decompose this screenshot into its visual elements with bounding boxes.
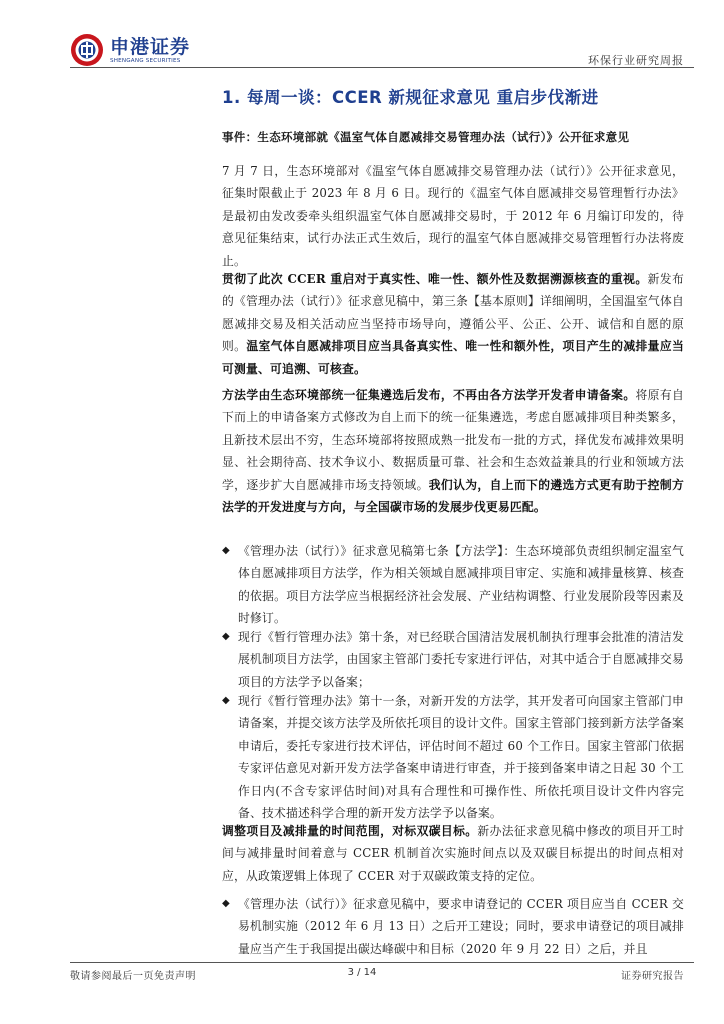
bullet-text: 现行《暂行管理办法》第十条，对已经联合国清洁发展机制执行理事会批准的清洁发展机制项目方法学，由国家主管部门委托专家进行评估，对其中适合于自愿减排交易项目的方法学予以备案；	[238, 630, 684, 689]
bullet-item	[222, 690, 684, 824]
paragraph-text: 7 月 7 日，生态环境部对《温室气体自愿减排交易管理办法（试行）》公开征求意见，征集时限截止于 2023 年 8 月 6 日。现行的《温室气体自愿减排交易管理暂行办法》是最初由发改委牵头组织温室气体自愿减排交易时，于 2012 年 6 月编订印发的，待意见征集结束，试行办法正式生效后，现行的温室气体自愿减排交易管理暂行办法将废止。	[222, 164, 684, 268]
paragraph-text: 新办法征求意见稿中修改的项目开工时间与减排量时间着意与 CCER 机制首次实施时间点以及双碳目标提出的时间点相对应，从政策逻辑上体现了 CCER 对于双碳政策支持的定位。	[222, 824, 684, 883]
page-number: 3 / 14	[347, 967, 377, 978]
paragraph-methodology	[222, 384, 684, 518]
bullet-text: 《管理办法（试行）》征求意见稿第七条【方法学】：生态环境部负责组织制定温室气体自愿减排项目方法学，作为相关领域自愿减排项目审定、实施和减排量核算、核查的依据。项目方法学应当根据经济社会发展、产业结构调整、行业发展阶段等因素及时修订。	[238, 544, 684, 626]
footer-disclaimer: 敬请参阅最后一页免责声明	[70, 971, 196, 982]
footer-divider	[70, 962, 694, 963]
diamond-bullet-icon: ◆	[222, 898, 230, 909]
diamond-bullet-icon: ◆	[222, 695, 230, 706]
paragraph-principles	[222, 268, 684, 380]
shengang-logo-icon	[70, 33, 104, 67]
paragraph-bold-tail: 我们认为，自上而下的遴选方式更有助于控制方法学的开发进度与方向，与全国碳市场的发展步伐更易匹配。	[222, 477, 685, 515]
paragraph-text: 将原有自下而上的申请备案方式修改为自上而下的统一征集遴选，考虑自愿减排项目种类繁多，且新技术层出不穷，生态环境部将按照成熟一批发布一批的方式，择优发布减排效果明显、社会期待高、技术争议小、数据质量可靠、社会和生态效益兼具的行业和领域方法学，逐步扩大自愿减排市场支持领域。	[222, 388, 684, 492]
report-type: 环保行业研究周报	[588, 54, 684, 67]
bullet-text: 现行《暂行管理办法》第十一条，对新开发的方法学，其开发者可向国家主管部门申请备案，并提交该方法学及所依托项目的设计文件。国家主管部门接到新方法学备案申请后，委托专家进行技术评估，评估时间不超过 60 个工作日。国家主管部门依据专家评估意见对新开发方法学备案申请进行审查，并于接到备案申请之日起 30 个工作日内(不含专家评估时间)对具有合理性和可操作性、所依托项目设计文件内容完备、技术描述科学合理的新开发方法学予以备案。	[238, 694, 684, 821]
bullet-item	[222, 893, 684, 960]
paragraph-background	[222, 160, 684, 272]
paragraph-bold-tail: 温室气体自愿减排项目应当具备真实性、唯一性和额外性，项目产生的减排量应当可测量、可追溯、可核查。	[222, 339, 684, 376]
diamond-bullet-icon: ◆	[222, 631, 230, 642]
paragraph-time-range	[222, 820, 684, 887]
bullet-item	[222, 540, 684, 630]
page-header	[0, 0, 724, 72]
paragraph-bold-lead: 方法学由生态环境部统一征集遴选后发布，不再由各方法学开发者申请备案。	[222, 388, 636, 402]
footer-report-label: 证券研究报告	[621, 971, 684, 982]
bullet-item	[222, 626, 684, 693]
section-title: 1. 每周一谈：CCER 新规征求意见 重启步伐渐进	[222, 88, 599, 107]
paragraph-bold-lead: 贯彻了此次 CCER 重启对于真实性、唯一性、额外性及数据溯源核查的重视。	[222, 272, 648, 286]
diamond-bullet-icon: ◆	[222, 545, 230, 556]
event-line: 事件：生态环境部就《温室气体自愿减排交易管理办法（试行）》公开征求意见	[222, 130, 630, 144]
paragraph-text: 新发布的《管理办法（试行）》征求意见稿中，第三条【基本原则】详细阐明，全国温室气体自愿减排交易及相关活动应当坚持市场导向，遵循公平、公正、公开、诚信和自愿的原则。	[222, 272, 684, 354]
paragraph-bold-lead: 调整项目及减排量的时间范围，对标双碳目标。	[222, 824, 478, 838]
logo-english-name: SHENGANG SECURITIES	[110, 57, 181, 64]
logo-chinese-name: 申港证券	[110, 35, 191, 58]
header-divider	[70, 67, 694, 68]
company-logo	[70, 33, 190, 67]
bullet-text: 《管理办法（试行）》征求意见稿中，要求申请登记的 CCER 项目应当自 CCER 交易机制实施（2012 年 6 月 13 日）之后开工建设；同时，要求申请登记的项目减排量应当产生于我国提出碳达峰碳中和目标（2020 年 9 月 22 日）之后，并且	[238, 897, 684, 956]
